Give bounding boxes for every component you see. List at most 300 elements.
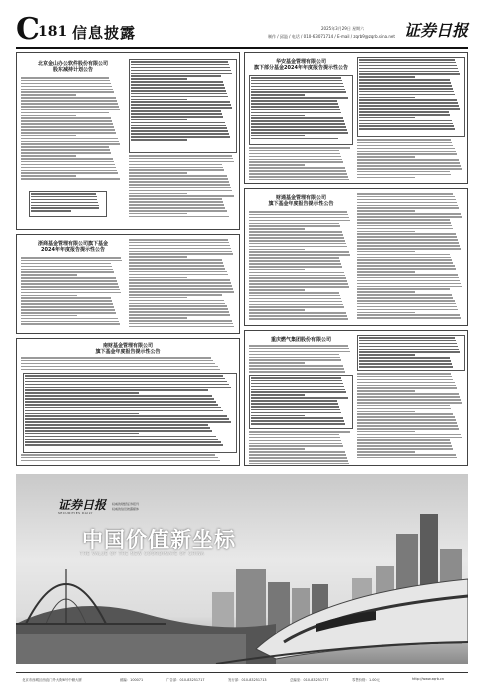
text-line [21,309,115,311]
page-number: 181 [38,24,68,40]
text-line [21,141,119,143]
text-line [251,112,341,114]
text-line [21,271,114,273]
text-line [131,110,221,112]
text-line [129,317,187,319]
text-line [21,323,120,325]
text-line [357,259,452,261]
text-line [359,343,457,345]
notice-panel-6 [244,330,468,466]
text-line [249,211,347,213]
text-line [31,199,97,201]
text-line [129,282,231,284]
text-line [359,73,460,75]
text-line [21,143,120,145]
text-line [251,117,343,119]
text-line [251,80,342,82]
text-line [251,397,348,399]
text-line [131,87,225,89]
text-line [129,181,229,183]
text-line [359,62,456,64]
text-line [249,301,342,303]
text-line [359,114,450,116]
text-line [357,174,451,176]
text-line [129,288,233,290]
text-line [21,260,122,262]
text-line [21,135,76,137]
text-line [129,155,232,157]
text-line [249,257,339,259]
text-line [249,365,343,367]
text-line [25,375,223,377]
text-line [251,132,348,134]
notice-body-text [249,211,351,321]
notice-body-text [249,345,351,374]
notice-body-text-2 [357,139,463,179]
text-line [357,242,459,244]
text-line [251,129,347,131]
text-line [25,418,229,420]
text-line [249,269,305,271]
text-line [249,431,350,433]
text-line [357,437,462,439]
text-line [251,126,346,128]
notice-company: 财通基金管理有限公司 [275,195,326,201]
text-line [129,172,187,174]
text-line [251,83,343,85]
text-line [251,103,338,105]
text-line [357,454,456,456]
text-line [249,304,343,306]
text-line [21,89,113,91]
text-line [21,289,120,291]
text-line [359,346,458,348]
text-line [357,205,458,207]
text-line [129,169,224,171]
text-line [359,97,415,99]
text-line [357,156,415,158]
text-line [129,268,225,270]
text-line [21,321,119,323]
text-line [21,318,118,320]
text-line [21,86,112,88]
text-line [357,445,452,447]
text-line [131,136,230,138]
text-line [21,132,116,134]
notice-company: 南财基金管理有限公司 [102,343,153,349]
text-line [21,152,111,154]
text-line [359,71,459,73]
text-line [249,170,346,172]
notice-table-rows [251,377,349,426]
notice-title: 旗下基金年度报告提示性公告 [268,201,334,207]
text-line [249,260,340,262]
text-line [357,254,450,256]
page-header [16,14,468,48]
header-rule [16,47,468,49]
text-line [21,306,114,308]
text-line [249,217,349,219]
text-line [357,231,415,233]
ad-logo-subtitle: SECURITIES DAILY [58,511,93,515]
text-line [25,436,216,438]
text-line [357,286,462,288]
text-line [357,268,456,270]
text-line [251,377,341,379]
text-line [357,171,450,173]
editor-contact: 制作 / 邱溢 / 电话 / 010-63071714 / E-mail / zqrb9@zqrb.sina.net [268,34,395,39]
text-line [249,312,346,314]
page-footer [16,672,468,687]
text-line [129,262,223,264]
text-line [357,162,460,164]
text-line [21,292,121,294]
text-line [131,130,228,132]
text-line [357,413,453,415]
text-line [21,363,215,365]
text-line [357,425,458,427]
text-line [21,178,120,180]
text-line [357,159,459,161]
text-line [249,283,348,285]
text-line [21,103,118,105]
text-line [249,309,305,311]
text-line [359,102,458,104]
text-line [357,207,459,209]
text-line [249,159,342,161]
text-line [251,120,344,122]
text-line [21,167,116,169]
text-line [129,303,225,305]
text-line [249,371,345,373]
text-line [129,178,228,180]
text-line [129,314,230,316]
text-line [357,442,451,444]
text-line [129,308,228,310]
text-line [249,150,339,152]
text-line [357,139,451,141]
text-line [357,405,450,407]
ad-subheadline: THE VALUE OF THE NEW COORDINATE OF CHINA [80,552,205,557]
text-line [249,231,342,233]
text-line [21,366,218,368]
text-line [249,362,305,364]
text-line [129,279,230,281]
text-line [129,305,227,307]
notice-body-text-2 [129,239,235,329]
text-line [251,91,346,93]
text-line [251,420,344,422]
text-line [251,389,345,391]
text-line [129,175,227,177]
text-line [359,88,453,90]
text-line [25,404,218,406]
page-letter: C [16,12,40,47]
text-line [129,187,231,189]
text-line [357,431,415,433]
text-line [249,318,348,320]
text-line [357,312,415,314]
text-line [21,126,114,128]
text-line [249,176,348,178]
text-line [357,288,450,290]
text-line [129,204,224,206]
text-line [25,421,231,423]
text-line [131,113,222,115]
text-line [357,257,451,259]
text-line [357,265,455,267]
text-line [21,117,111,119]
text-line [357,222,451,224]
text-line [21,286,119,288]
text-line [357,309,458,311]
text-line [131,107,232,109]
text-line [249,357,340,359]
text-line [249,457,347,459]
text-line [249,437,340,439]
text-line [25,430,212,432]
text-line [249,292,339,294]
text-line [249,443,342,445]
text-line [25,427,210,429]
text-line [357,376,452,378]
text-line [251,403,338,405]
text-line [25,378,225,380]
text-line [21,295,77,297]
text-line [21,149,110,151]
text-line [129,320,232,322]
text-line [131,139,187,141]
text-line [129,190,232,192]
text-line [21,138,118,140]
text-line [357,280,460,282]
text-line [131,116,223,118]
text-line [249,240,345,242]
text-line [131,101,230,103]
notice-title: 旗下部分基金2024年年度报告提示性公告 [254,65,348,71]
text-line [249,451,345,453]
text-line [129,213,187,215]
text-line [249,448,305,450]
text-line [249,243,346,245]
text-line [357,385,456,387]
text-line [21,80,110,82]
notice-table-2-rows [359,59,461,131]
publication-date: 2025年3月29日 星期六 [321,26,365,31]
text-line [21,360,213,362]
advertisement [16,474,468,664]
text-line [131,90,226,92]
text-line [357,402,462,404]
text-line [21,83,111,85]
notice-body-text-2 [21,454,237,463]
text-line [129,271,227,273]
text-line [357,283,461,285]
text-line [129,167,223,169]
text-line [357,379,453,381]
text-line [249,167,345,169]
text-line [25,415,227,417]
notice-panel-3 [244,188,468,326]
text-line [129,239,228,241]
text-line [25,424,208,426]
text-line [249,440,341,442]
text-line [249,348,349,350]
text-line [21,300,112,302]
text-line [357,148,455,150]
text-line [249,277,346,279]
text-line [25,433,139,435]
text-line [357,303,456,305]
text-line [357,236,457,238]
notice-table-small-rows [31,193,103,213]
text-line [21,91,114,93]
text-line [357,457,457,459]
text-line [129,193,187,195]
text-line [25,381,227,383]
ad-slogan: 权威的信息披露媒体 [112,507,140,511]
text-line [21,274,77,276]
text-line [359,337,455,339]
text-line [21,146,109,148]
text-line [25,392,139,394]
text-line [129,311,229,313]
text-line [129,265,224,267]
text-line [129,277,187,279]
text-line [249,153,340,155]
text-line [357,416,455,418]
text-line [357,399,461,401]
text-line [129,251,232,253]
text-line [249,454,346,456]
text-line [359,123,453,125]
text-line [359,125,454,127]
text-line [249,220,350,222]
text-line [359,79,450,81]
text-line [357,408,451,410]
text-line [31,202,98,204]
text-line [357,297,453,299]
text-line [21,112,109,114]
text-line [25,387,231,389]
text-line [21,123,113,125]
text-line [249,460,348,462]
text-line [249,156,341,158]
text-line [249,298,341,300]
text-line [21,120,112,122]
text-line [357,291,415,293]
text-line [31,193,96,195]
text-line [249,275,345,277]
text-line [249,280,347,282]
text-line [249,254,350,256]
text-line [131,93,227,95]
text-line [21,303,113,305]
text-line [357,396,460,398]
text-line [251,380,342,382]
text-line [131,96,228,98]
text-line [129,248,231,250]
text-line [21,97,116,99]
text-line [359,65,457,67]
notice-body-text-2 [129,155,235,219]
text-line [21,312,116,314]
notice-title: 股东减持计划公告 [52,67,93,73]
footer-ad-dept: 广告部：010-83251717 [166,678,205,682]
text-line [129,207,225,209]
notice-panel-1 [16,52,240,230]
text-line [21,161,114,163]
text-line [251,77,341,79]
notice-table-rows [25,375,233,447]
notice-panel-4 [16,234,240,334]
text-line [129,198,222,200]
text-line [21,109,120,111]
text-line [25,401,216,403]
text-line [249,306,344,308]
footer-postcode: 邮编：100071 [120,678,144,682]
text-line [357,434,461,436]
text-line [251,415,305,417]
ad-slogan: 权威的财经证券报刊 [112,502,140,506]
notice-body-text [21,77,121,181]
text-line [357,439,450,441]
text-line [359,105,459,107]
text-line [129,291,234,293]
text-line [249,249,305,251]
text-line [129,210,227,212]
notice-title: 2024年年度报告提示性公告 [41,247,105,253]
text-line [359,94,455,96]
text-line [21,280,117,282]
notice-body-text [21,257,123,326]
text-line [251,123,345,125]
text-line [251,386,344,388]
notice-body-text [21,357,237,371]
text-line [251,86,344,88]
text-line [21,175,76,177]
text-line [249,351,350,353]
text-line [357,177,415,179]
text-line [357,294,452,296]
text-line [129,245,230,247]
text-line [357,233,456,235]
text-line [357,193,453,195]
notice-company: 华安基金管理有限公司 [275,59,326,65]
text-line [359,357,450,359]
text-line [251,115,305,117]
text-line [249,147,350,149]
text-line [357,199,456,201]
text-line [251,423,345,425]
footer-address: 北京市西城区西直门外大街6号中储大厦 [22,678,82,682]
text-line [25,439,218,441]
text-line [249,315,347,317]
text-line [131,122,225,124]
text-line [129,259,222,261]
text-line [131,75,221,77]
notice-table-rows [251,77,349,141]
text-line [131,127,227,129]
text-line [25,413,139,415]
text-line [131,64,229,66]
text-line [21,100,117,102]
notice-body-text-2 [249,431,351,466]
text-line [359,99,457,101]
notice-company: 浙商基金管理有限公司旗下基金 [37,241,108,247]
text-line [357,202,457,204]
text-line [357,387,457,389]
